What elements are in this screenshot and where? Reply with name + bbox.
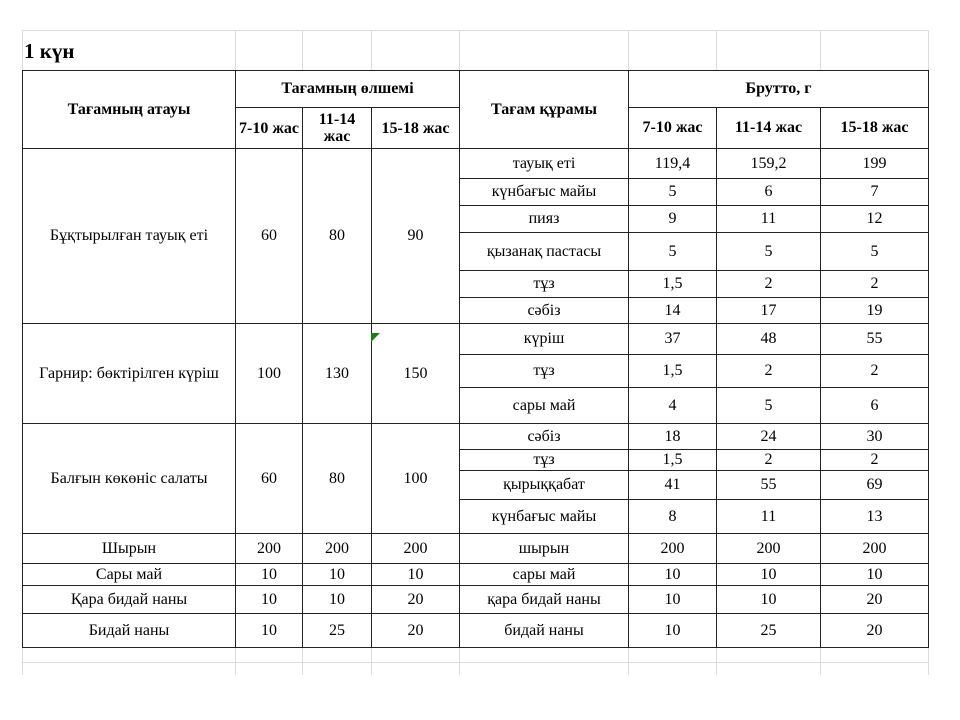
header-gross-age: 11-14 жас	[717, 108, 821, 149]
gross-cell: 10	[629, 564, 717, 586]
gross-cell: 11	[717, 500, 821, 534]
gross-cell: 200	[717, 534, 821, 564]
table-row	[23, 564, 929, 586]
table-row	[23, 149, 929, 179]
gross-cell: 2	[821, 355, 929, 388]
ingredient-name: қызанақ пастасы	[460, 233, 629, 271]
portion-cell: 200	[236, 534, 303, 564]
dish-name: Бұқтырылған тауық еті	[23, 149, 236, 324]
portion-cell: 10	[303, 586, 372, 614]
gross-cell: 25	[717, 614, 821, 648]
gross-cell: 200	[821, 534, 929, 564]
gross-cell: 119,4	[629, 149, 717, 179]
gross-cell: 20	[821, 614, 929, 648]
ingredient-name: тұз	[460, 271, 629, 298]
ingredient-name: пияз	[460, 206, 629, 233]
gross-cell: 5	[821, 233, 929, 271]
ingredient-name: сары май	[460, 388, 629, 424]
ingredient-name: сары май	[460, 564, 629, 586]
gross-cell: 7	[821, 179, 929, 206]
header-portion: Тағамның өлшемі	[236, 71, 460, 108]
gross-cell: 24	[717, 424, 821, 450]
gross-cell: 17	[717, 298, 821, 324]
gross-cell: 200	[629, 534, 717, 564]
gross-cell: 2	[821, 450, 929, 471]
dish-name: Балғын көкөніс салаты	[23, 424, 236, 534]
gross-cell: 159,2	[717, 149, 821, 179]
portion-cell: 200	[303, 534, 372, 564]
header-portion-age: 7-10 жас	[236, 108, 303, 149]
table-row	[23, 614, 929, 648]
ingredient-name: қырыққабат	[460, 471, 629, 500]
portion-cell: 90	[372, 149, 460, 324]
header-gross-age: 15-18 жас	[821, 108, 929, 149]
gross-cell: 10	[717, 586, 821, 614]
ingredient-name: күнбағыс майы	[460, 179, 629, 206]
gross-cell: 1,5	[629, 355, 717, 388]
portion-cell: 20	[372, 586, 460, 614]
ingredient-name: тұз	[460, 355, 629, 388]
gross-cell: 1,5	[629, 450, 717, 471]
gross-cell: 2	[821, 271, 929, 298]
portion-cell: 60	[236, 149, 303, 324]
gross-cell: 41	[629, 471, 717, 500]
gross-cell: 20	[821, 586, 929, 614]
gross-cell: 37	[629, 324, 717, 355]
gross-cell: 5	[629, 233, 717, 271]
portion-cell: 25	[303, 614, 372, 648]
gross-cell: 12	[821, 206, 929, 233]
ingredient-name: сәбіз	[460, 424, 629, 450]
portion-cell: 150	[372, 324, 460, 424]
dish-name: Сары май	[23, 564, 236, 586]
ingredient-name: күнбағыс майы	[460, 500, 629, 534]
gross-cell: 10	[717, 564, 821, 586]
sheet-title: 1 күн	[24, 39, 75, 63]
cell-comment-marker	[371, 333, 380, 342]
gross-cell: 5	[629, 179, 717, 206]
gross-cell: 30	[821, 424, 929, 450]
dish-name: Шырын	[23, 534, 236, 564]
header-composition: Тағам құрамы	[460, 71, 629, 149]
portion-cell: 10	[236, 614, 303, 648]
table-row	[23, 534, 929, 564]
header-gross-age: 7-10 жас	[629, 108, 717, 149]
gross-cell: 5	[717, 233, 821, 271]
gross-cell: 13	[821, 500, 929, 534]
gross-cell: 10	[629, 614, 717, 648]
table-header	[23, 71, 929, 149]
gross-cell: 4	[629, 388, 717, 424]
ingredient-name: шырын	[460, 534, 629, 564]
table-row	[23, 324, 929, 355]
ingredient-name: сәбіз	[460, 298, 629, 324]
portion-cell: 100	[372, 424, 460, 534]
header-portion-age: 11-14 жас	[303, 108, 372, 149]
portion-cell: 200	[372, 534, 460, 564]
ingredient-name: қара бидай наны	[460, 586, 629, 614]
gross-cell: 55	[821, 324, 929, 355]
gross-cell: 55	[717, 471, 821, 500]
ingredient-name: тұз	[460, 450, 629, 471]
table-row	[23, 586, 929, 614]
portion-cell: 10	[303, 564, 372, 586]
portion-cell: 20	[372, 614, 460, 648]
gross-cell: 19	[821, 298, 929, 324]
dish-name: Бидай наны	[23, 614, 236, 648]
header-gross: Брутто, г	[629, 71, 929, 108]
gross-cell: 2	[717, 450, 821, 471]
portion-cell: 10	[236, 564, 303, 586]
gross-cell: 6	[821, 388, 929, 424]
gross-cell: 48	[717, 324, 821, 355]
gross-cell: 199	[821, 149, 929, 179]
gross-cell: 5	[717, 388, 821, 424]
gross-cell: 1,5	[629, 271, 717, 298]
ingredient-name: күріш	[460, 324, 629, 355]
portion-cell: 100	[236, 324, 303, 424]
gross-cell: 69	[821, 471, 929, 500]
gross-cell: 8	[629, 500, 717, 534]
header-portion-age: 15-18 жас	[372, 108, 460, 149]
gross-cell: 2	[717, 271, 821, 298]
header-dish-name: Тағамның атауы	[23, 71, 236, 149]
ingredient-name: бидай наны	[460, 614, 629, 648]
portion-cell: 60	[236, 424, 303, 534]
portion-cell: 80	[303, 149, 372, 324]
gross-cell: 10	[821, 564, 929, 586]
portion-cell: 10	[236, 586, 303, 614]
gross-cell: 9	[629, 206, 717, 233]
gross-cell: 18	[629, 424, 717, 450]
gross-cell: 2	[717, 355, 821, 388]
gross-cell: 6	[717, 179, 821, 206]
portion-cell: 10	[372, 564, 460, 586]
dish-name: Гарнир: бөктірілген күріш	[23, 324, 236, 424]
gross-cell: 10	[629, 586, 717, 614]
portion-cell: 80	[303, 424, 372, 534]
gross-cell: 11	[717, 206, 821, 233]
table-row	[23, 424, 929, 450]
ingredient-name: тауық еті	[460, 149, 629, 179]
portion-cell: 130	[303, 324, 372, 424]
gross-cell: 14	[629, 298, 717, 324]
dish-name: Қара бидай наны	[23, 586, 236, 614]
menu-table	[22, 70, 929, 648]
